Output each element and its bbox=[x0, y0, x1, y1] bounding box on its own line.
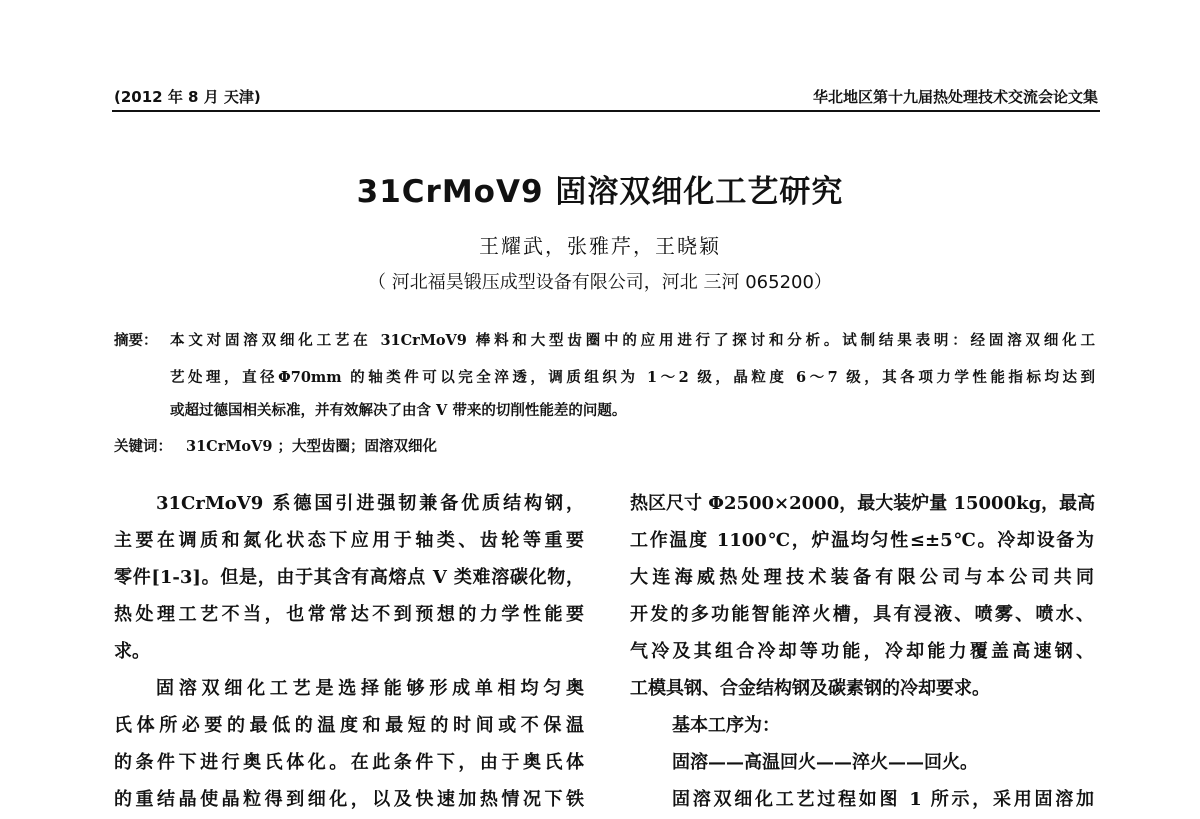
body-line: 基本工序为： bbox=[672, 715, 780, 736]
affiliation: （ 河北福昊锻压成型设备有限公司，河北 三河 065200） bbox=[368, 272, 832, 293]
body-line: 大连海威热处理技术装备有限公司与本公司共同 bbox=[630, 567, 1094, 588]
body-line: 固溶——高温回火——淬火——回火。 bbox=[672, 752, 978, 773]
header-rule bbox=[112, 110, 1100, 112]
header-conference-date: (2012 年 8 月 天津) bbox=[114, 88, 261, 106]
authors: 王耀武，张雅芹，王晓颖 bbox=[479, 234, 721, 258]
right-column bbox=[630, 486, 1094, 819]
body-line: 固溶双细化工艺过程如图 1 所示，采用固溶加 bbox=[672, 789, 1094, 810]
header-proceedings-title: 华北地区第十九届热处理技术交流会论文集 bbox=[812, 88, 1098, 106]
body-line: 开发的多功能智能淬火槽，具有浸液、喷雾、喷水、 bbox=[630, 604, 1094, 625]
abstract-line: 或超过德国相关标准，并有效解决了由含 V 带来的切削性能差的问题。 bbox=[170, 402, 627, 419]
body-line: 氏体所必要的最低的温度和最短的时间或不保温 bbox=[114, 715, 584, 736]
body-line: 主要在调质和氮化状态下应用于轴类、齿轮等重要 bbox=[114, 530, 584, 551]
body-line: 热区尺寸 Φ2500×2000，最大装炉量 15000kg，最高 bbox=[630, 493, 1096, 514]
keywords-label: 关键词： bbox=[114, 438, 172, 455]
paper-title: 31CrMoV9 固溶双细化工艺研究 bbox=[356, 174, 844, 210]
body-line: 气冷及其组合冷却等功能，冷却能力覆盖高速钢、 bbox=[630, 641, 1094, 662]
keywords: 31CrMoV9 ；大型齿圈；固溶双细化 bbox=[186, 438, 437, 455]
body-line: 的重结晶使晶粒得到细化，以及快速加热情况下铁 bbox=[114, 789, 584, 810]
abstract-line: 本文对固溶双细化工艺在 31CrMoV9 棒料和大型齿圈中的应用进行了探讨和分析。试制结果表明：经固溶双细化工 bbox=[170, 332, 1095, 349]
body-line: 热处理工艺不当，也常常达不到预想的力学性能要 bbox=[114, 604, 584, 625]
body-line: 零件[1-3]。但是，由于其含有高熔点 V 类难溶碳化物， bbox=[114, 567, 584, 588]
body-line: 的条件下进行奥氏体化。在此条件下，由于奥氏体 bbox=[114, 752, 584, 773]
body-line: 31CrMoV9 系德国引进强韧兼备优质结构钢， bbox=[156, 493, 584, 514]
left-column bbox=[114, 486, 584, 819]
abstract-line: 艺处理，直径Φ70mm 的轴类件可以完全淬透，调质组织为 1～2 级，晶粒度 6～7 级，其各项力学性能指标均达到 bbox=[170, 369, 1095, 386]
body-line: 固溶双细化工艺是选择能够形成单相均匀奥 bbox=[156, 678, 584, 699]
body-line: 工作温度 1100℃，炉温均匀性≤±5℃。冷却设备为 bbox=[630, 530, 1094, 551]
abstract-label: 摘要： bbox=[114, 332, 158, 349]
body-line: 求。 bbox=[114, 641, 150, 662]
body-line: 工模具钢、合金结构钢及碳素钢的冷却要求。 bbox=[630, 678, 990, 699]
